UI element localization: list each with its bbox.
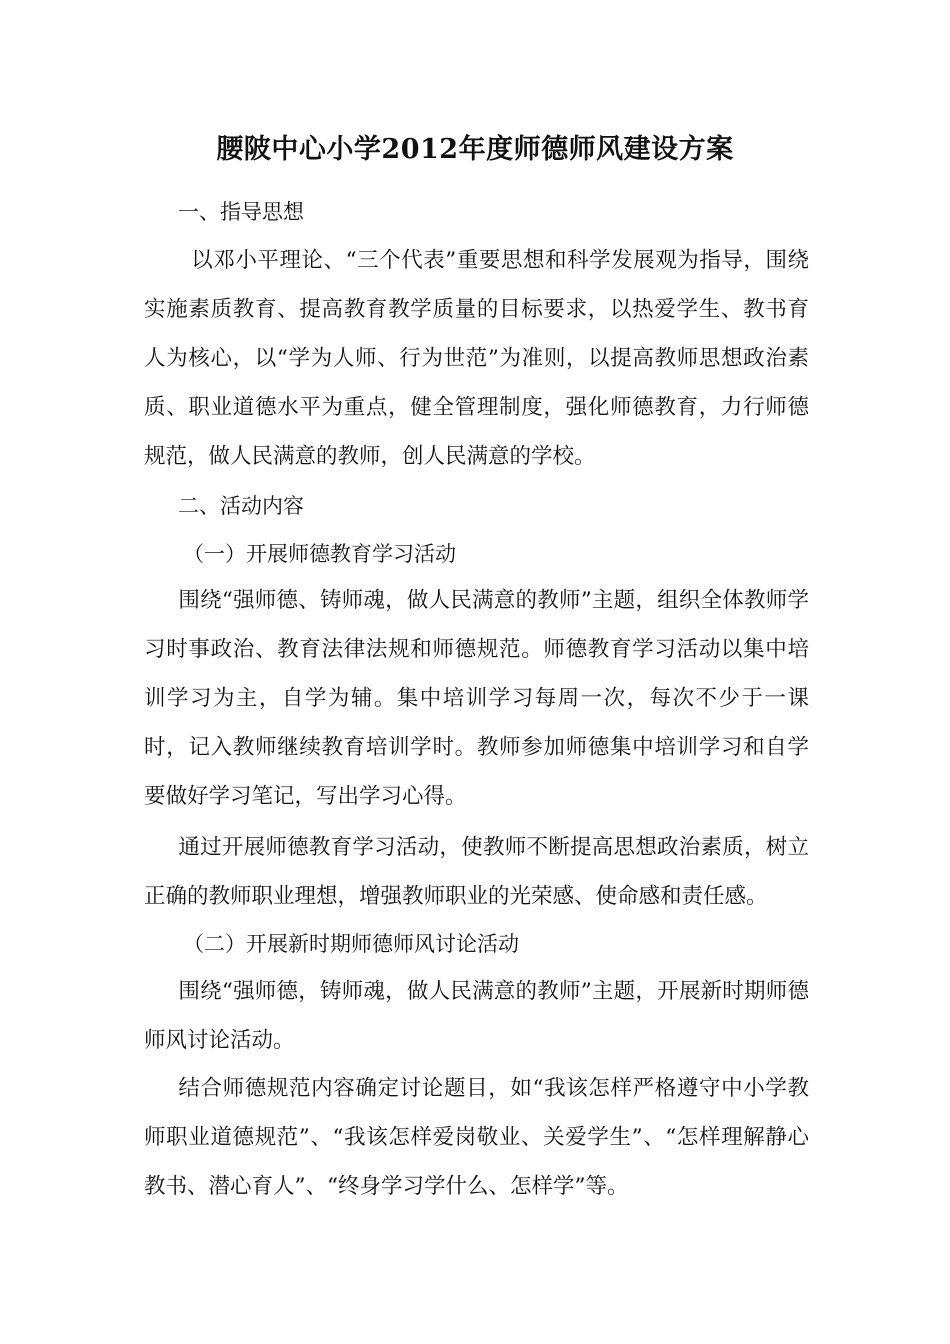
paragraph-guiding-ideology: 以邓小平理论、“三个代表”重要思想和科学发展观为指导，围绕实施素质教育、提高教育教学质量的目标要求，以热爱学生、教书育人为核心，以“学为人师、行为世范”为准则，以提高教师思想政治素质、职业道德水平为重点，健全管理制度，强化师德教育，力行师德规范，做人民满意的教师，创人民满意的学校。 <box>144 248 809 469</box>
section-heading-guiding-ideology: 一、指导思想 <box>178 200 304 224</box>
paragraph-discussion-topics: 结合师德规范内容确定讨论题目，如“我该怎样严格遵守中小学教师职业道德规范”、“我该怎样爱岗敬业、关爱学生”、“怎样理解静心教书、潜心育人”、“终身学习学什么、怎样学”等。 <box>144 1076 809 1199</box>
paragraph-study-activity-content: 围绕“强师德、铸师魂，做人民满意的教师”主题，组织全体教师学习时事政治、教育法律法规和师德规范。师德教育学习活动以集中培训学习为主，自学为辅。集中培训学习每周一次，每次不少于一课时，记入教师继续教育培训学时。教师参加师德集中培训学习和自学要做好学习笔记，写出学习心得。 <box>144 588 809 809</box>
paragraph-discussion-activity-theme: 围绕“强师德，铸师魂，做人民满意的教师”主题，开展新时期师德师风讨论活动。 <box>144 979 809 1053</box>
subsection-heading-study-activity: （一）开展师德教育学习活动 <box>183 542 456 566</box>
section-heading-activities: 二、活动内容 <box>178 494 304 518</box>
document-title: 腰陂中心小学2012年度师德师风建设方案 <box>216 134 734 165</box>
paragraph-study-activity-goal: 通过开展师德教育学习活动，使教师不断提高思想政治素质，树立正确的教师职业理想，增强教师职业的光荣感、使命感和责任感。 <box>144 835 809 909</box>
subsection-heading-discussion-activity: （二）开展新时期师德师风讨论活动 <box>183 932 519 956</box>
